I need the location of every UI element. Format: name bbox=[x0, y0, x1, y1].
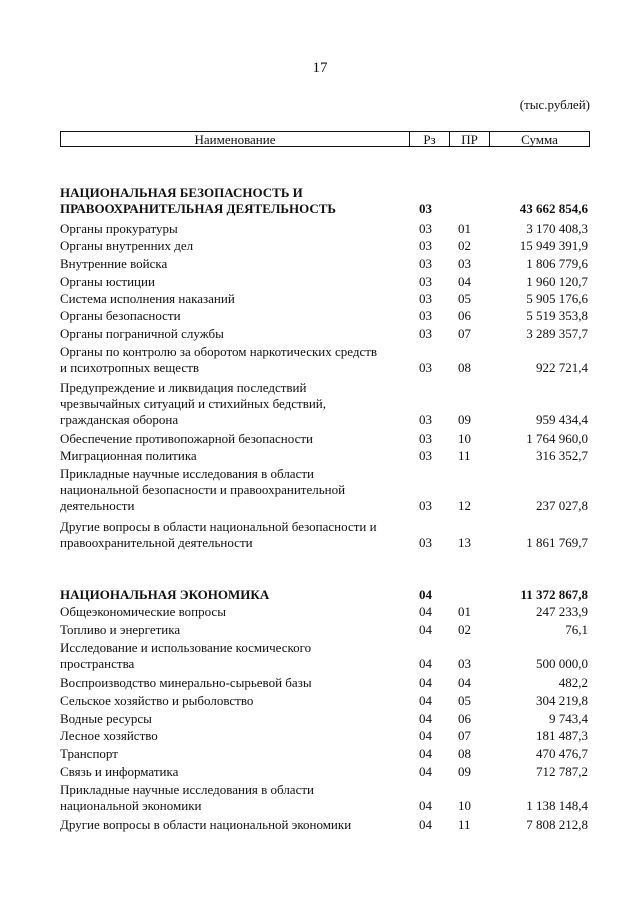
row-sum: 76,1 bbox=[565, 622, 588, 637]
row-rz: 03 bbox=[419, 221, 432, 236]
row-pr: 11 bbox=[458, 448, 471, 463]
row-name: Лесное хозяйство bbox=[60, 728, 158, 743]
row-pr: 11 bbox=[458, 817, 471, 832]
row-pr: 08 bbox=[458, 360, 471, 375]
row-name: Органы юстиции bbox=[60, 274, 155, 289]
row-pr: 13 bbox=[458, 535, 471, 550]
row-sum: 11 372 867,8 bbox=[520, 587, 588, 602]
row-name: Сельское хозяйство и рыболовство bbox=[60, 693, 254, 708]
row-rz: 03 bbox=[419, 448, 432, 463]
row-name: Прикладные научные исследования в области национальной безопасности и правоохранительной деятельности bbox=[60, 466, 346, 513]
row-pr: 10 bbox=[458, 798, 471, 813]
row-rz: 04 bbox=[419, 817, 432, 832]
row-sum: 181 487,3 bbox=[536, 728, 588, 743]
row-pr: 01 bbox=[458, 604, 471, 619]
row-sum: 3 170 408,3 bbox=[526, 221, 588, 236]
row-sum: 482,2 bbox=[558, 675, 588, 690]
row-pr: 06 bbox=[458, 711, 471, 726]
row-name: Органы по контролю за оборотом наркотических средств и психотропных веществ bbox=[60, 344, 378, 375]
row-rz: 03 bbox=[419, 238, 432, 253]
row-sum: 316 352,7 bbox=[536, 448, 588, 463]
row-sum: 922 721,4 bbox=[536, 360, 588, 375]
row-rz: 04 bbox=[419, 798, 432, 813]
row-pr: 12 bbox=[458, 498, 471, 513]
row-pr: 09 bbox=[458, 764, 471, 779]
row-name: Система исполнения наказаний bbox=[60, 291, 235, 306]
row-pr: 09 bbox=[458, 412, 471, 427]
row-rz: 04 bbox=[419, 728, 432, 743]
row-pr: 02 bbox=[458, 238, 471, 253]
row-sum: 15 949 391,9 bbox=[519, 238, 588, 253]
row-rz: 03 bbox=[419, 535, 432, 550]
row-rz: 03 bbox=[419, 326, 432, 341]
row-name: Органы пограничной службы bbox=[60, 326, 224, 341]
row-sum: 5 905 176,6 bbox=[526, 291, 588, 306]
row-rz: 04 bbox=[419, 587, 432, 602]
page-number: 17 bbox=[312, 60, 328, 76]
row-sum: 1 861 769,7 bbox=[526, 535, 588, 550]
header-sum: Сумма bbox=[521, 132, 558, 147]
row-rz: 04 bbox=[419, 656, 432, 671]
row-name: НАЦИОНАЛЬНАЯ БЕЗОПАСНОСТЬ И ПРАВООХРАНИТЕЛЬНАЯ ДЕЯТЕЛЬНОСТЬ bbox=[60, 185, 337, 216]
row-name: Исследование и использование космического пространства bbox=[60, 640, 312, 671]
row-rz: 04 bbox=[419, 622, 432, 637]
row-name: Предупреждение и ликвидация последствий чрезвычайных ситуаций и стихийных бедствий, гражданская оборона bbox=[60, 380, 327, 427]
row-name: Внутренние войска bbox=[60, 256, 168, 271]
row-pr: 01 bbox=[458, 221, 471, 236]
row-name: Обеспечение противопожарной безопасности bbox=[60, 431, 313, 446]
row-rz: 03 bbox=[419, 201, 432, 216]
row-pr: 08 bbox=[458, 746, 471, 761]
row-name: Топливо и энергетика bbox=[60, 622, 181, 637]
row-pr: 10 bbox=[458, 431, 471, 446]
row-sum: 470 476,7 bbox=[536, 746, 588, 761]
header-rz: Рз bbox=[410, 132, 450, 146]
row-pr: 03 bbox=[458, 656, 471, 671]
row-rz: 03 bbox=[419, 498, 432, 513]
row-sum: 247 233,9 bbox=[536, 604, 588, 619]
row-name: Водные ресурсы bbox=[60, 711, 152, 726]
row-pr: 07 bbox=[458, 728, 471, 743]
row-name: Общеэкономические вопросы bbox=[60, 604, 226, 619]
row-name: Другие вопросы в области национальной безопасности и правоохранительной деятельности bbox=[60, 519, 377, 550]
row-sum: 9 743,4 bbox=[549, 711, 588, 726]
row-sum: 5 519 353,8 bbox=[526, 308, 588, 323]
row-name: Органы безопасности bbox=[60, 308, 181, 323]
row-sum: 304 219,8 bbox=[536, 693, 588, 708]
row-name: Органы прокуратуры bbox=[60, 221, 178, 236]
row-rz: 03 bbox=[419, 431, 432, 446]
row-sum: 500 000,0 bbox=[536, 656, 588, 671]
row-name: НАЦИОНАЛЬНАЯ ЭКОНОМИКА bbox=[60, 587, 270, 602]
row-pr: 05 bbox=[458, 291, 471, 306]
row-name: Миграционная политика bbox=[60, 448, 197, 463]
row-sum: 3 289 357,7 bbox=[526, 326, 588, 341]
row-pr: 04 bbox=[458, 274, 471, 289]
row-name: Воспроизводство минерально-сырьевой базы bbox=[60, 675, 312, 690]
row-pr: 04 bbox=[458, 675, 471, 690]
row-rz: 03 bbox=[419, 412, 432, 427]
row-pr: 03 bbox=[458, 256, 471, 271]
row-rz: 04 bbox=[419, 604, 432, 619]
row-name: Связь и информатика bbox=[60, 764, 179, 779]
row-sum: 959 434,4 bbox=[536, 412, 588, 427]
row-pr: 07 bbox=[458, 326, 471, 341]
header-pr: ПР bbox=[450, 132, 490, 146]
row-name: Прикладные научные исследования в области национальной экономики bbox=[60, 782, 314, 813]
row-pr: 05 bbox=[458, 693, 471, 708]
row-name: Транспорт bbox=[60, 746, 118, 761]
row-sum: 237 027,8 bbox=[536, 498, 588, 513]
row-rz: 04 bbox=[419, 693, 432, 708]
row-rz: 03 bbox=[419, 308, 432, 323]
row-sum: 43 662 854,6 bbox=[519, 201, 588, 216]
row-sum: 1 138 148,4 bbox=[526, 798, 588, 813]
row-name: Органы внутренних дел bbox=[60, 238, 194, 253]
row-rz: 04 bbox=[419, 746, 432, 761]
header-name: Наименование bbox=[61, 132, 410, 146]
row-rz: 03 bbox=[419, 291, 432, 306]
row-rz: 03 bbox=[419, 274, 432, 289]
row-pr: 06 bbox=[458, 308, 471, 323]
row-rz: 03 bbox=[419, 360, 432, 375]
row-sum: 1 764 960,0 bbox=[526, 431, 588, 446]
row-sum: 7 808 212,8 bbox=[526, 817, 588, 832]
row-name: Другие вопросы в области национальной экономики bbox=[60, 817, 352, 832]
row-rz: 03 bbox=[419, 256, 432, 271]
row-sum: 712 787,2 bbox=[536, 764, 588, 779]
units-label: (тыс.рублей) bbox=[519, 97, 590, 112]
row-sum: 1 960 120,7 bbox=[526, 274, 588, 289]
row-rz: 04 bbox=[419, 675, 432, 690]
row-rz: 04 bbox=[419, 764, 432, 779]
row-pr: 02 bbox=[458, 622, 471, 637]
row-rz: 04 bbox=[419, 711, 432, 726]
row-sum: 1 806 779,6 bbox=[526, 256, 588, 271]
